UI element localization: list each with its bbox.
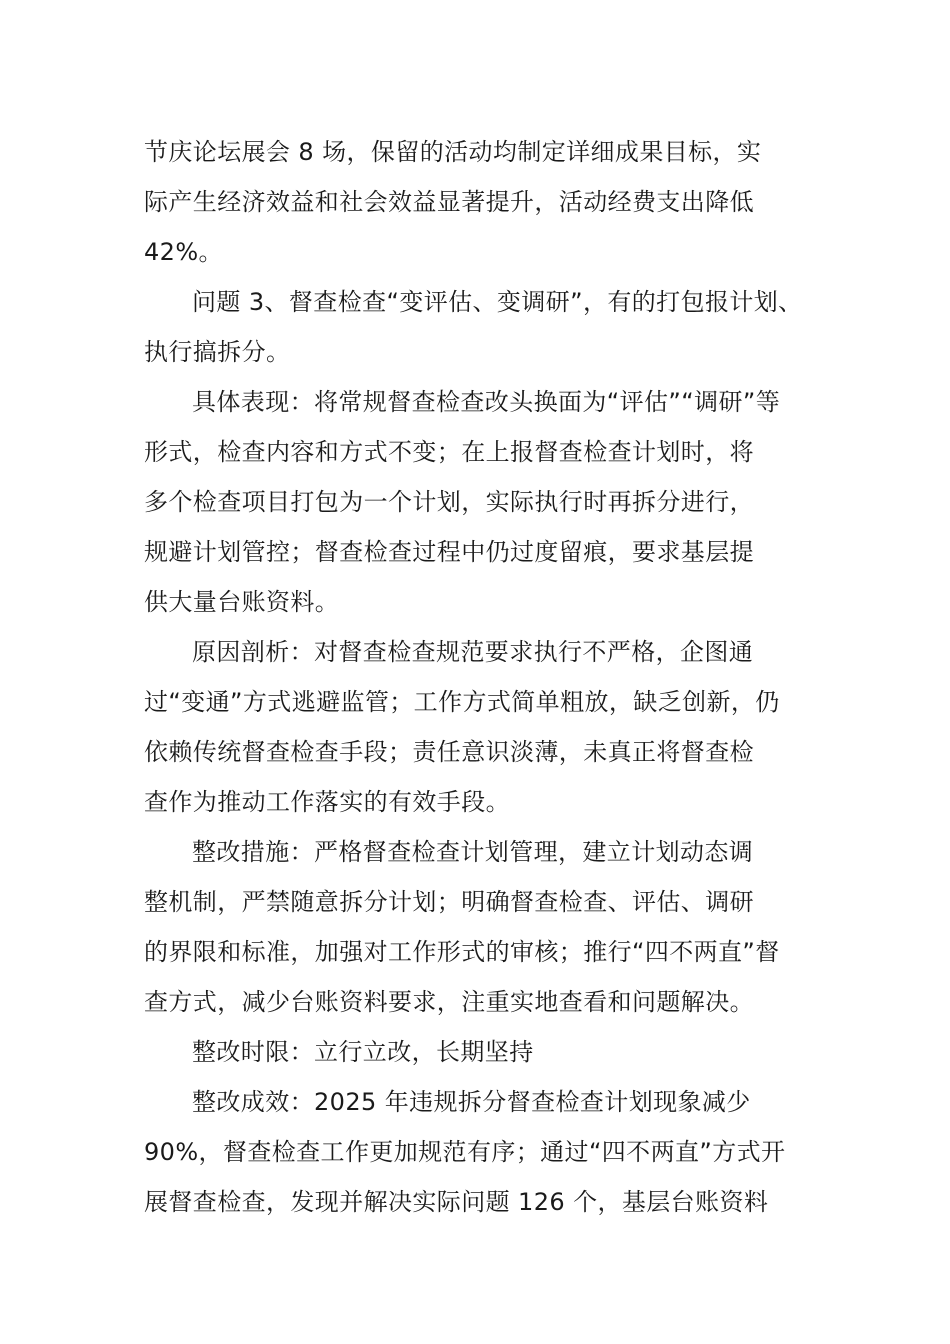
paragraph-line: 供大量台账资料。 xyxy=(144,588,340,616)
paragraph-line: 际产生经济效益和社会效益显著提升，活动经费支出降低 xyxy=(144,188,754,216)
paragraph-line: 整改时限：立行立改，长期坚持 xyxy=(192,1038,534,1066)
paragraph-line: 多个检查项目打包为一个计划，实际执行时再拆分进行， xyxy=(144,488,754,516)
paragraph-3-manifestation xyxy=(144,377,810,627)
paragraph-line: 的界限和标准，加强对工作形式的审核；推行“四不两直”督 xyxy=(144,938,780,966)
paragraph-line: 依赖传统督查检查手段；责任意识淡薄，未真正将督查检 xyxy=(144,738,754,766)
paragraph-6-deadline xyxy=(144,1027,810,1077)
paragraph-line: 整机制，严禁随意拆分计划；明确督查检查、评估、调研 xyxy=(144,888,754,916)
paragraph-line: 具体表现：将常规督查检查改头换面为“评估”“调研”等 xyxy=(192,388,781,416)
paragraph-line: 执行搞拆分。 xyxy=(144,338,291,366)
paragraph-7-results xyxy=(144,1077,810,1227)
paragraph-line: 规避计划管控；督查检查过程中仍过度留痕，要求基层提 xyxy=(144,538,754,566)
paragraph-line: 形式，检查内容和方式不变；在上报督查检查计划时，将 xyxy=(144,438,754,466)
paragraph-line: 整改措施：严格督查检查计划管理，建立计划动态调 xyxy=(192,838,754,866)
paragraph-4-cause-analysis xyxy=(144,627,810,827)
paragraph-line: 整改成效：2025 年违规拆分督查检查计划现象减少 xyxy=(192,1088,751,1116)
paragraph-line: 查作为推动工作落实的有效手段。 xyxy=(144,788,510,816)
paragraph-line: 问题 3、督查检查“变评估、变调研”，有的打包报计划、 xyxy=(192,288,803,316)
paragraph-2-issue-heading xyxy=(144,277,810,377)
paragraph-line: 90%，督查检查工作更加规范有序；通过“四不两直”方式开 xyxy=(144,1138,786,1166)
paragraph-line: 节庆论坛展会 8 场，保留的活动均制定详细成果目标，实 xyxy=(144,138,762,166)
paragraph-line: 过“变通”方式逃避监管；工作方式简单粗放，缺乏创新，仍 xyxy=(144,688,780,716)
paragraph-line: 查方式，减少台账资料要求，注重实地查看和问题解决。 xyxy=(144,988,754,1016)
paragraph-5-rectification-measures xyxy=(144,827,810,1027)
document-body xyxy=(144,127,810,1227)
paragraph-line: 原因剖析：对督查检查规范要求执行不严格，企图通 xyxy=(192,638,754,666)
paragraph-line: 42%。 xyxy=(144,238,223,266)
paragraph-1 xyxy=(144,127,810,277)
paragraph-line: 展督查检查，发现并解决实际问题 126 个，基层台账资料 xyxy=(144,1188,769,1216)
